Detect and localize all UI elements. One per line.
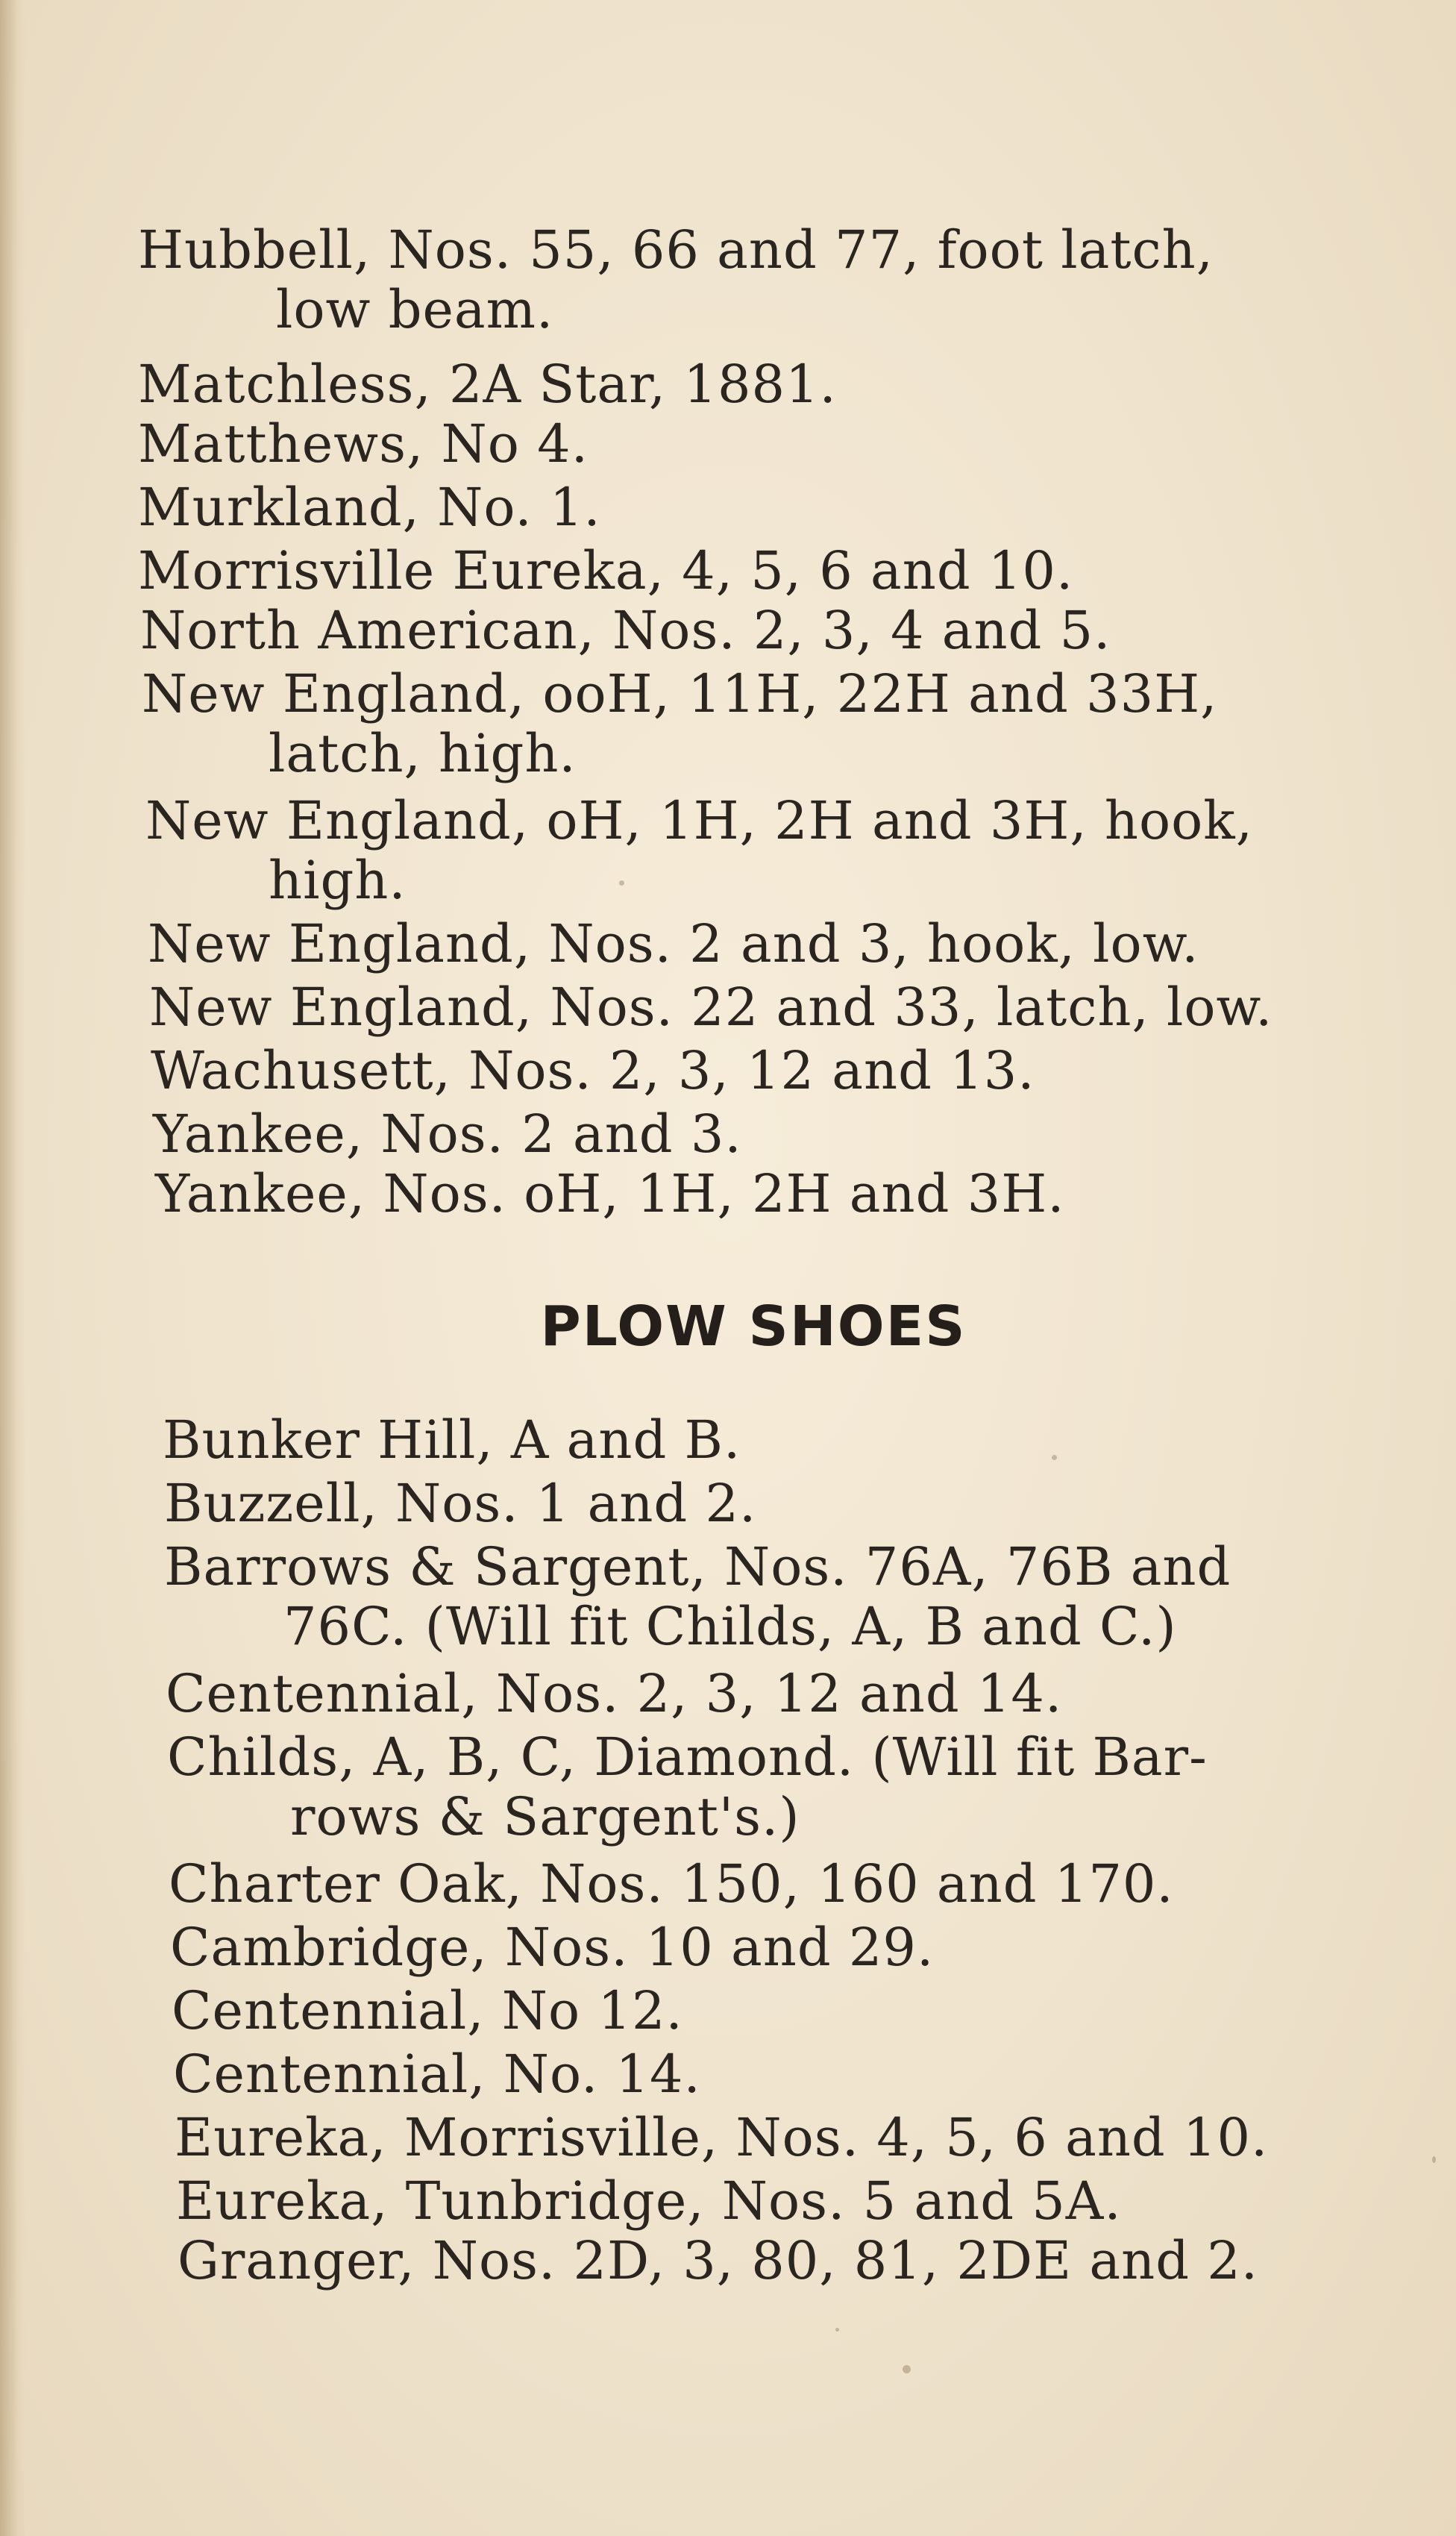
- list-item-line: Eureka, Tunbridge, Nos. 5 and 5A.: [176, 2170, 1122, 2232]
- list-item-line: Yankee, Nos. oH, 1H, 2H and 3H.: [155, 1163, 1065, 1224]
- list-item-continuation: rows & Sargent's.): [290, 1786, 800, 1847]
- list-item-line: New England, Nos. 22 and 33, latch, low.: [149, 977, 1273, 1038]
- list-item-line: Barrows & Sargent, Nos. 76A, 76B and: [164, 1536, 1231, 1597]
- list-item-line: Wachusett, Nos. 2, 3, 12 and 13.: [151, 1040, 1035, 1101]
- list-item-line: Eureka, Morrisville, Nos. 4, 5, 6 and 10.: [175, 2107, 1269, 2168]
- list-item-continuation: latch, high.: [269, 723, 577, 784]
- paper-speck: [835, 2328, 839, 2332]
- paper-speck: [903, 2365, 911, 2373]
- list-item-line: Morrisville Eureka, 4, 5, 6 and 10.: [138, 540, 1074, 601]
- list-item-line: Hubbell, Nos. 55, 66 and 77, foot latch,: [138, 219, 1214, 281]
- list-item-line: Buzzell, Nos. 1 and 2.: [164, 1473, 757, 1534]
- page-gutter-shadow: [0, 0, 25, 2536]
- list-item-line: Matchless, 2A Star, 1881.: [138, 354, 837, 415]
- list-item-line: Centennial, No 12.: [172, 1980, 683, 2041]
- list-item-line: Centennial, No. 14.: [173, 2044, 701, 2105]
- list-item-line: Murkland, No. 1.: [138, 477, 601, 538]
- list-item-continuation: low beam.: [276, 279, 554, 340]
- list-item-line: Yankee, Nos. 2 and 3.: [153, 1103, 742, 1165]
- list-item-continuation: 76C. (Will fit Childs, A, B and C.): [283, 1596, 1177, 1657]
- paper-speck: [619, 880, 624, 886]
- list-item-line: Bunker Hill, A and B.: [163, 1409, 741, 1471]
- list-item-line: New England, ooH, 11H, 22H and 33H,: [142, 663, 1218, 724]
- list-item-continuation: high.: [269, 850, 407, 911]
- paper-speck: [1052, 1455, 1057, 1460]
- paper-speck: [1432, 2156, 1436, 2163]
- list-item-line: Granger, Nos. 2D, 3, 80, 81, 2DE and 2.: [178, 2230, 1259, 2291]
- list-item-line: New England, oH, 1H, 2H and 3H, hook,: [145, 790, 1253, 851]
- list-item-line: New England, Nos. 2 and 3, hook, low.: [148, 913, 1199, 974]
- list-item-line: Matthews, No 4.: [138, 413, 589, 475]
- section-heading-plow-shoes: PLOW SHOES: [540, 1294, 967, 1359]
- list-item-line: Centennial, Nos. 2, 3, 12 and 14.: [166, 1663, 1063, 1724]
- list-item-line: Cambridge, Nos. 10 and 29.: [170, 1917, 935, 1978]
- list-item-line: Childs, A, B, C, Diamond. (Will fit Bar-: [167, 1726, 1208, 1788]
- list-item-line: Charter Oak, Nos. 150, 160 and 170.: [169, 1853, 1174, 1914]
- list-item-line: North American, Nos. 2, 3, 4 and 5.: [140, 600, 1111, 661]
